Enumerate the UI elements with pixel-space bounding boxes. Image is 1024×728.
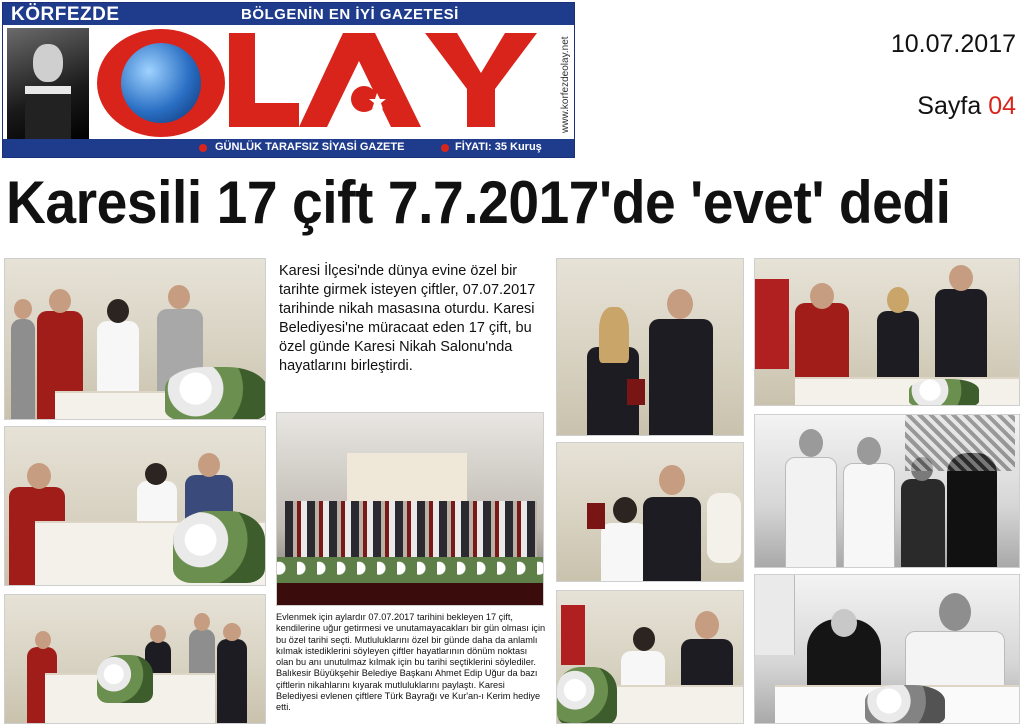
couple-photo-1 xyxy=(556,258,744,436)
logo-wordmark xyxy=(225,25,561,135)
page-indicator xyxy=(917,92,1016,121)
globe-icon xyxy=(121,43,201,123)
ataturk-portrait xyxy=(7,28,89,140)
issue-date: 10.07.2017 xyxy=(890,30,1016,58)
wedding-photo-3 xyxy=(4,594,266,724)
masthead-slogan: BÖLGENİN EN İYİ GAZETESİ xyxy=(241,6,459,23)
page-number: 04 xyxy=(988,92,1016,120)
masthead-subline: GÜNLÜK TARAFSIZ SİYASİ GAZETE xyxy=(215,141,405,153)
bw-signing-photo xyxy=(754,574,1020,724)
group-photo xyxy=(276,412,544,606)
masthead-url: www.korfezdeolay.net xyxy=(560,36,571,133)
bullet-icon xyxy=(441,144,449,152)
couple-photo-2 xyxy=(556,442,744,582)
article-intro: Karesi İlçesi'nde dünya evine özel bir tarihte girmek isteyen çiftler, 07.07.2017 tarihinde nikah masasına oturdu. Karesi Belediyesi'ne müracaat eden 17 çift, bu özel günde Karesi Nikah Salonu'nda hayatlarını birleştirdi. xyxy=(279,263,536,374)
masthead-top-bar xyxy=(3,3,574,25)
masthead-bottom-bar xyxy=(3,139,574,157)
wedding-photo-4 xyxy=(754,258,1020,406)
bullet-icon xyxy=(199,144,207,152)
masthead-korfezde: KÖRFEZDE xyxy=(11,4,120,25)
newspaper-masthead xyxy=(2,2,575,158)
wedding-photo-2 xyxy=(4,426,266,586)
masthead-price: FİYATI: 35 Kuruş xyxy=(455,141,542,153)
couple-photo-3 xyxy=(556,590,744,724)
wedding-photo-1 xyxy=(4,258,266,420)
article-headline: Karesili 17 çift 7.7.2017'de 'evet' dedi xyxy=(6,169,951,236)
page-label: Sayfa xyxy=(917,92,982,120)
bw-family-photo xyxy=(754,414,1020,568)
article-body: Evlenmek için aylardır 07.07.2017 tarihini bekleyen 17 çift, kendilerine uğur getirmesi ve unutamayacakları bir gün olması için bu özel tarihi seçti. Mutluluklarını özel bir günde daha da anlamlı kılmak istediklerini söyleyen çiftler hayatlarının dönüm noktası olan bu anı unutulmaz kılmak için bu tarihi seçtiklerini söylediler. Balıkesir Büyükşehir Belediye Başkanı Ahmet Edip Uğur da bazı çiftlerin nikahlarını kıyarak mutluluklarını paylaştı. Karesi Belediyesi evlenen çiftlere Türk Bayrağı ve Kur'an-ı Kerim hediye etti. xyxy=(276,612,546,713)
